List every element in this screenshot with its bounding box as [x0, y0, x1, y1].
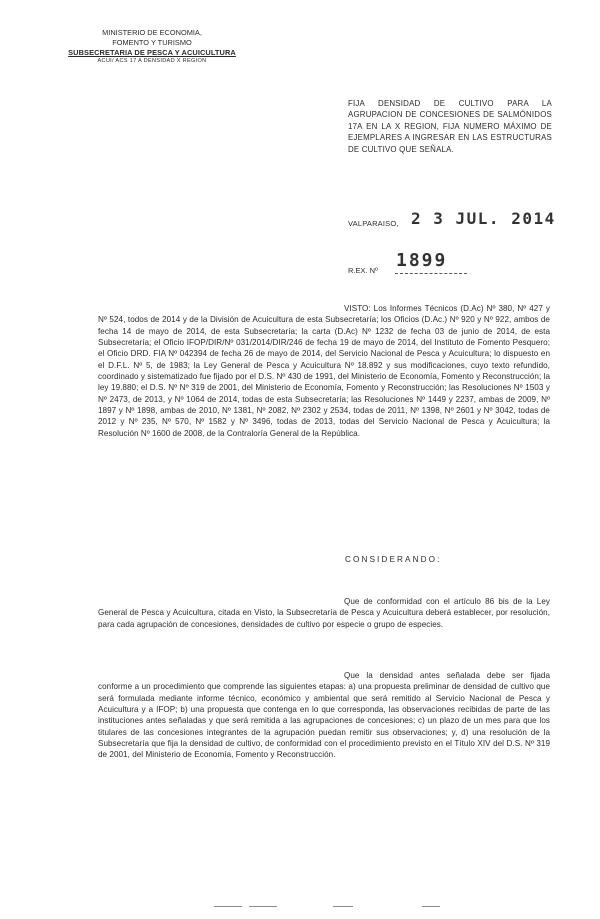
letterhead-undersecretariat: SUBSECRETARIA DE PESCA Y ACUICULTURA	[68, 47, 236, 57]
letterhead-reference: ACUI/ ACS 17 A DENSIDAD X REGION	[97, 58, 207, 65]
visto-paragraph: VISTO: Los Informes Técnicos (D.Ac) Nº 380, Nº 427 y Nº 524, todos de 2014 y de la División de Acuicultura de esta Subsecretaría; los Oficios (D.Ac.) Nº 920 y Nº 922, ambos de fecha 14 de mayo de 2014, de esta Subsecretaría; la carta (D.Ac) Nº 1232 de fecha 03 de junio de 2014, de esta Subsecretaría; el Oficio IFOP/DIR/Nº 031/2014/DIR/246 de fecha 19 de mayo de 2014, del Instituto de Fomento Pesquero; el Oficio DRD. FIA Nº 042394 de fecha 26 de mayo de 2014, del Servicio Nacional de Pesca y Acuicultura; lo dispuesto en el D.F.L. Nº 5, de 1983; la Ley General de Pesca y Acuicultura Nº 18.892 y sus modificaciones, cuyo texto refundido, coordinado y sistematizado fue fijado por el D.S. Nº 430 de 1991, del Ministerio de Economía, Fomento y Reconstrucción; la ley 19.880; el D.S. Nº Nº 319 de 2001, del Ministerio de Economía, Fomento y Reconstrucción; las Resoluciones Nº 1503 y Nº 2473, de 2013, y Nº 1064 de 2014, todas de esta Subsecretaría; las Resoluciones Nº 1449 y 2237, ambas de 2009, Nº 1897 y Nº 1898, ambas de 2010, Nº 1381, Nº 2082, Nº 2302 y 2534, todas de 2011, Nº 1398, Nº 2601 y Nº 3042, todas de 2012 y Nº 235, Nº 570, Nº 1582 y Nº 3496, todas de 2013, todas del Servicio Nacional de Pesca y Acuicultura; la Resolución Nº 1600 de 2008, de la Contraloría General de la República.	[98, 304, 550, 438]
letterhead-ministry: MINISTERIO DE ECONOMIA,	[102, 28, 202, 37]
considerando-paragraph-2: Que la densidad antes señalada debe ser fijada conforme a un procedimiento que comprende las siguientes etapas: a) una propuesta preliminar de densidad de cultivo que será formulada mediante informe técnico, económico y ambiental que será remitido al Servicio Nacional de Pesca y Acuicultura y a IFOP; b) una propuesta que contenga en lo que corresponda, las observaciones recibidas de parte de las instituciones antes señaladas y que será remitida a las agrupaciones de concesiones; c) un plazo de un mes para que los titulares de las concesiones integrantes de la agrupación puedan remitir sus observaciones; y, d) una resolución de la Subsecretaría que fija la densidad de cultivo, de conformidad con el procedimiento previsto en el Título XIV del D.S. Nº 319 de 2001, del Ministerio de Economía, Fomento y Reconstrucción.	[98, 671, 550, 760]
footer-rule-segment	[422, 906, 440, 907]
considerando-heading: CONSIDERANDO:	[345, 555, 442, 564]
resolution-subject: FIJA DENSIDAD DE CULTIVO PARA LA AGRUPACION DE CONCESIONES DE SALMÓNIDOS 17A EN LA X REGION, FIJA NUMERO MÁXIMO DE EJEMPLARES A INGRESAR EN LAS ESTRUCTURAS DE CULTIVO QUE SEÑALA.	[348, 99, 552, 154]
letterhead	[52, 28, 252, 67]
rex-label: R.EX. Nº	[348, 266, 378, 275]
footer-rule	[0, 906, 600, 912]
resolution-number	[348, 250, 548, 280]
date-stamp: 2 3 JUL. 2014	[411, 209, 556, 228]
considerando-paragraph-1: Que de conformidad con el artículo 86 bis de la Ley General de Pesca y Acuicultura, citada en Visto, la Subsecretaría de Pesca y Acuicultura deberá establecer, por resolución, para cada agrupación de concesiones, densidades de cultivo por especie o grupo de especies.	[98, 597, 550, 629]
footer-rule-segment	[214, 906, 242, 907]
letterhead-ministry-cont: FOMENTO Y TURISMO	[112, 37, 192, 47]
rex-dashed-line	[395, 273, 467, 274]
footer-rule-segment	[333, 906, 353, 907]
footer-rule-segment	[249, 906, 277, 907]
place-date	[348, 209, 568, 231]
place-label: VALPARAISO,	[348, 219, 399, 228]
rex-number-stamp: 1899	[396, 250, 448, 271]
